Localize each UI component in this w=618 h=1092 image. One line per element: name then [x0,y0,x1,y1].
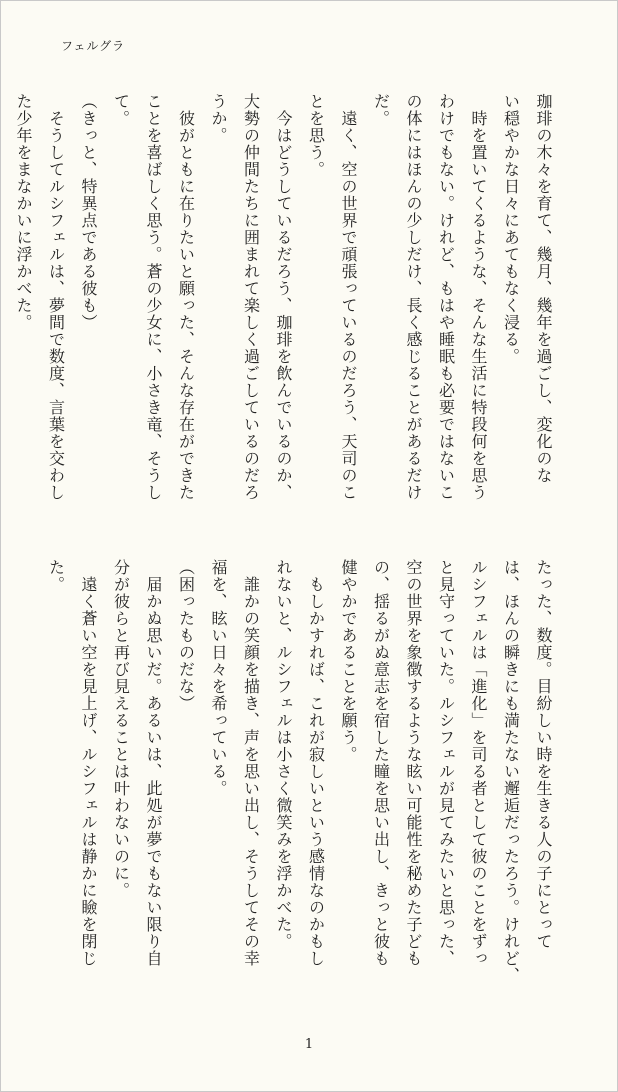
text-line: ルシフェルは「進化」を司る者として彼のことをずっ [469,559,488,967]
text-line: い穏やかな日々にあてもなく浸る。 [501,93,521,365]
text-line: 遠く蒼い空を見上げ、ルシフェルは静かに瞼を閉じ [79,559,98,967]
text-block-bottom [39,559,559,999]
text-line: れないと、ルシフェルは小さく微笑みを浮かべた。 [274,559,293,950]
text-line: 彼がともに在りたいと願った、そんな存在ができた [176,93,196,501]
text-line: と見守っていた。ルシフェルが見てみたいと思った、 [436,559,456,967]
text-line: とを思う。 [306,93,326,178]
text-line: の体にはほんの少しだけ、長く感じることがあるだけ [404,93,423,501]
text-line: （困ったものだな） [176,559,196,712]
text-line: もしかすれば、これが寂しいという感情なのかもし [306,559,326,967]
running-header-title: フェルグラ [61,39,126,53]
text-line: た。 [46,559,66,593]
text-line: たった、数度。目紛しい時を生きる人の子にとって [534,559,553,950]
text-line: ことを喜ばしく思う。蒼の少女に、小さき竜、そうし [144,93,163,501]
text-line: （きっと、特異点である彼も） [79,93,98,331]
text-line: 分が彼らと再び見えることは叶わないのに。 [111,559,131,899]
text-line: だ。 [371,93,391,127]
text-line: うか。 [209,93,228,144]
text-line: 福を、眩い日々を希っている。 [209,559,228,797]
page-number: 1 [304,1037,314,1052]
text-line: 空の世界を象徴するような眩い可能性を秘めた子ども [404,559,423,967]
text-line: 大勢の仲間たちに囲まれて楽しく過ごしているのだろ [241,93,261,501]
text-line: て。 [111,93,131,127]
text-line: そうしてルシフェルは、夢間で数度、言葉を交わし [46,93,66,501]
text-line: の、揺るがぬ意志を宿した瞳を思い出し、きっと彼も [371,559,391,967]
text-line: 健やかであることを願う。 [339,559,358,763]
text-line: は、ほんの瞬きにも満たない邂逅だったろう。けれど、 [501,559,521,984]
text-line: 届かぬ思いだ。あるいは、此処が夢でもない限り自 [144,559,163,967]
text-block-top [7,93,560,533]
text-line: わけでもない。けれど、もはや睡眠も必要ではないこ [436,93,456,501]
text-line: 誰かの笑顔を描き、声を思い出し、そうしてその幸 [241,559,261,967]
text-line: 今はどうしているだろう、珈琲を飲んでいるのか、 [274,93,293,501]
text-line: 時を置いてくるような、そんな生活に特段何を思う [469,93,488,501]
text-line: 珈琲の木々を育て、幾月、幾年を過ごし、変化のな [534,93,553,484]
text-line: 遠く、空の世界で頑張っているのだろう、天司のこ [339,93,358,501]
text-line: た少年をまなかいに浮かべた。 [14,93,33,331]
